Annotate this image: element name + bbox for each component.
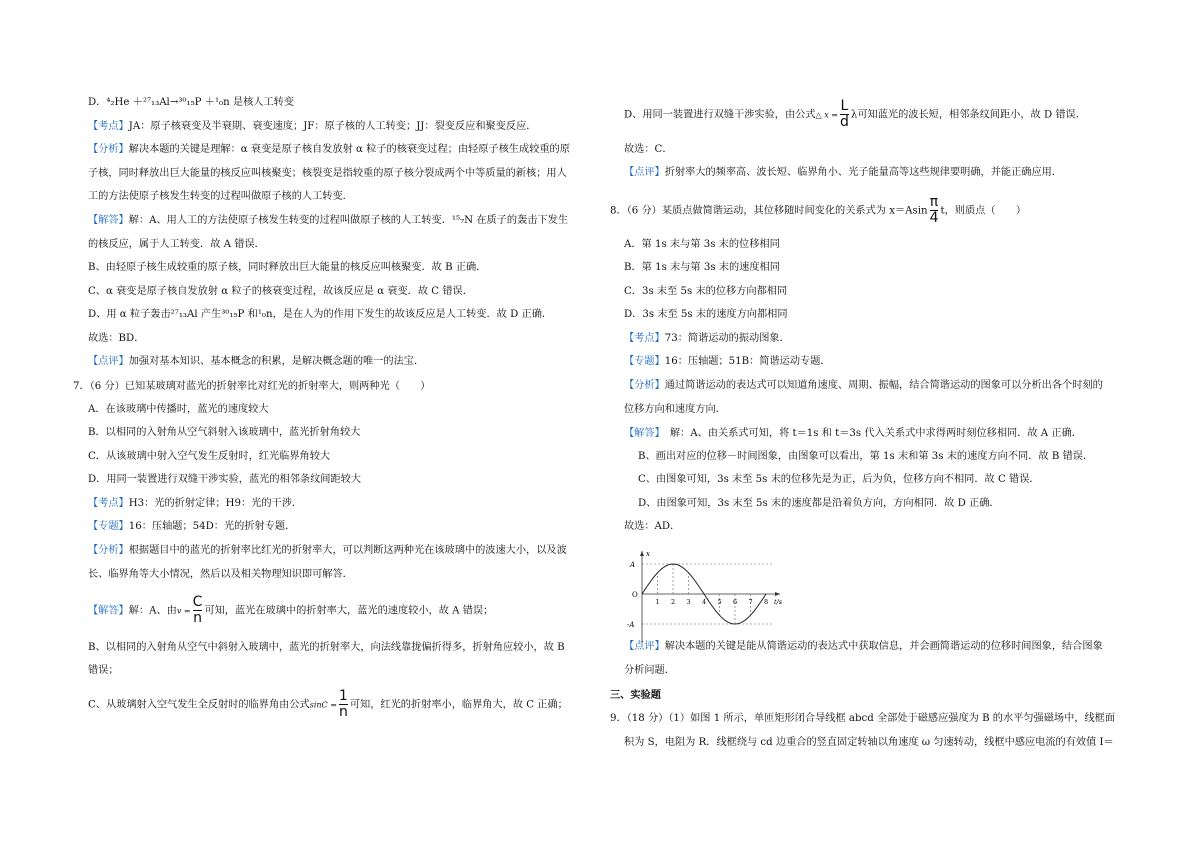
- jieda-line-c: C、α 衰变是原子核自发放射 α 粒子的核衰变过程，故该反应是 α 衰变．故 C 错误．: [88, 286, 473, 297]
- q8-option-c: C．3s 末至 5s 末的位移方向都相同: [624, 286, 788, 297]
- amplitude-label: A: [630, 561, 636, 569]
- q8-post: t，则质点（ ）: [940, 205, 1027, 217]
- fenxi-text: 解决本题的关键是理解：α 衰变是原子核自发放射 α 粒子的核衰变过程；由轻原子核生成较重的原: [128, 144, 570, 155]
- tick-label-5: 5: [717, 598, 722, 606]
- tag-fenxi: 【分析】: [88, 545, 129, 556]
- fraction-l-over-d: [840, 100, 849, 129]
- q8-dianping-text: 解决本题的关键是能从简谐运动的表达式中获取信息，并会画简谐运动的位移时间图象，结合图象: [664, 641, 1103, 652]
- kaodian-line: [88, 120, 536, 134]
- fraction-c-over-n: [193, 596, 203, 625]
- tag-fenxi: 【分析】: [624, 380, 665, 391]
- q8-zhuanti: [624, 355, 831, 369]
- q8-fenxi-2: 位移方向和速度方向．: [624, 404, 726, 415]
- tick-label-7: 7: [748, 598, 753, 606]
- tag-jieda: 【解答】: [88, 215, 129, 226]
- jieda-text: 解：A、用人工的方法使原子核发生转变的过程叫做原子核的人工转变．¹⁵₇N 在质子的轰击下发生: [128, 215, 569, 226]
- fraction-1-over-n: [339, 690, 348, 719]
- jieda-line: [88, 214, 568, 228]
- formula-v: v =: [176, 606, 191, 616]
- question-7: 7．（6 分）已知某玻璃对蓝光的折射率比对红光的折射率大，则两种光（ ）: [73, 381, 431, 392]
- q7-jieda-b-2: 错误；: [88, 665, 119, 676]
- q7-jieda-c-pre: C、从玻璃射入空气发生全反射时的临界角由公式: [88, 699, 310, 711]
- tag-dianping: 【点评】: [624, 641, 665, 652]
- t-axis-arrow: [775, 592, 780, 596]
- tick-label-1: 1: [655, 598, 660, 606]
- question-9-line-2: 积为 S，电阻为 R．线框绕与 cd 边重合的竖直固定转轴以角速度 ω 匀速转动，线框中感应电流的有效值 I＝: [624, 737, 1114, 748]
- q7-fenxi-2: 长、临界角等大小情况，然后以及相关物理知识即可解答．: [88, 569, 353, 580]
- q7-dianping-text: 折射率大的频率高、波长短、临界角小、光子能量高等这些规律要明确，并能正确应用．: [664, 167, 1063, 178]
- fraction-pi-over-4: [930, 196, 939, 225]
- q8-option-a: A．第 1s 末与第 3s 末的位移相同: [624, 239, 780, 250]
- tag-dianping: 【点评】: [88, 356, 129, 367]
- tick-label-4: 4: [702, 598, 707, 606]
- q7-jieda-c-post: 可知，红光的折射率小，临界角大，故 C 正确；: [349, 699, 568, 711]
- tick-label-6: 6: [733, 598, 738, 606]
- t-axis-label: t/s: [774, 598, 783, 606]
- tag-dianping: 【点评】: [624, 167, 665, 178]
- formula-dx: △ x =: [815, 110, 838, 120]
- displacement-time-graph: [622, 548, 787, 648]
- q7-jieda-c: [88, 690, 568, 719]
- frac-num: L: [840, 98, 849, 114]
- q7-option-a: A．在该玻璃中传播时，蓝光的速度较大: [88, 404, 269, 415]
- jieda-line-2: 的核反应，属于人工转变．故 A 错误．: [88, 239, 265, 250]
- jieda-line-d: D、用 α 粒子轰击²⁷₁₃Al 产生³⁰₁₅P 和¹₀n，是在人为的作用下发生的故该反应是人工转变．故 D 正确．: [88, 309, 553, 320]
- tick-label-3: 3: [686, 598, 691, 606]
- tag-zhuanti: 【专题】: [88, 521, 129, 532]
- frac-num: C: [192, 594, 203, 610]
- q7-fenxi: [88, 544, 567, 558]
- q7-option-b: B．以相同的入射角从空气斜射入该玻璃中，蓝光折射角较大: [88, 427, 361, 438]
- q7-jieda-d: [624, 100, 1086, 129]
- r1-post: λ可知蓝光的波长短，相邻条纹间距小，故 D 错误．: [850, 109, 1086, 121]
- q8-fenxi: [624, 379, 1103, 393]
- q7-zhuanti: [88, 520, 295, 534]
- tag-kaodian: 【考点】: [88, 498, 129, 509]
- q8-dianping-2: 分析问题．: [624, 665, 675, 676]
- frac-den: n: [338, 704, 348, 720]
- q8-option-d: D．3s 末至 5s 末的速度方向都相同: [624, 309, 788, 320]
- tick-label-2: 2: [671, 598, 676, 606]
- q7-option-c: C．从该玻璃中射入空气发生反射时，红光临界角较大: [88, 451, 331, 462]
- q7-jieda-pre: 解：A、由: [128, 605, 177, 617]
- q8-jieda-c: C、由图象可知，3s 末至 5s 末的位移先是为正，后为负，位移方向不相同．故 C 错误．: [638, 474, 1040, 485]
- tag-jieda: 【解答】: [624, 428, 660, 439]
- x-axis-label: x: [646, 550, 650, 558]
- neg-amplitude-label: -A: [627, 621, 635, 629]
- frac-den: n: [193, 610, 202, 626]
- q8-jieda-text: 解：A、由关系式可知，将 t＝1s 和 t＝3s 代入关系式中求得两时刻位移相同．故 A 正确．: [659, 428, 1082, 439]
- option-d-line: D．⁴₂He ＋²⁷₁₃Al→³⁰₁₅P ＋¹₀n 是核人工转变: [88, 97, 295, 108]
- r1-pre: D、用同一装置进行双缝干涉实验，由公式: [624, 109, 816, 121]
- section-three-heading: 三、实验题: [610, 689, 661, 701]
- q8-zhuanti-text: 16：压轴题；51B：简谐运动专题．: [664, 356, 831, 367]
- x-axis-arrow: [640, 551, 644, 556]
- frac-den: d: [840, 114, 849, 130]
- jieda-line-b: B、由轻原子核生成较重的原子核，同时释放出巨大能量的核反应叫核聚变．故 B 正确．: [88, 262, 487, 273]
- frac-den: 4: [929, 210, 939, 226]
- q7-jieda-b: B、以相同的入射角从空气中斜射入玻璃中，蓝光的折射率大，向法线靠拢偏折得多，折射角应较小，故 B: [88, 642, 565, 653]
- tag-kaodian: 【考点】: [624, 333, 665, 344]
- tag-zhuanti: 【专题】: [624, 356, 665, 367]
- q8-jieda-d: D、由图象可知，3s 末至 5s 末的速度都是沿着负方向，方向相同．故 D 正确．: [638, 498, 1000, 509]
- q7-kaodian: [88, 497, 302, 511]
- fenxi-line-3: 工的方法使原子核发生转变的过程叫做原子核的人工转变．: [88, 191, 353, 202]
- q7-answer: 故选：C．: [624, 144, 673, 155]
- question-8: [610, 196, 1026, 225]
- q7-zhuanti-text: 16：压轴题；54D：光的折射专题．: [128, 521, 296, 532]
- q8-kaodian: [624, 332, 790, 346]
- origin-label: O: [632, 591, 638, 599]
- q8-option-b: B．第 1s 末与第 3s 末的速度相同: [624, 262, 780, 273]
- q7-jieda: [88, 596, 493, 625]
- tag-kaodian: 【考点】: [88, 121, 129, 132]
- q7-kaodian-text: H3：光的折射定律；H9：光的干涉．: [128, 498, 303, 509]
- dianping-text: 加强对基本知识、基本概念的积累，是解决概念题的唯一的法宝．: [128, 356, 425, 367]
- q7-option-d: D．用同一装置进行双缝干涉实验，蓝光的相邻条纹间距较大: [88, 474, 362, 485]
- frac-num: 1: [338, 688, 348, 704]
- tag-jieda: 【解答】: [88, 605, 129, 617]
- kaodian-text: JA：原子核衰变及半衰期、衰变速度；JF：原子核的人工转变；JJ：裂变反应和聚变反应．: [128, 121, 537, 132]
- q7-jieda-post: 可知，蓝光在玻璃中的折射率大，蓝光的速度较小，故 A 错误；: [204, 605, 494, 617]
- dianping-line: [88, 355, 424, 369]
- q8-fenxi-text: 通过简谐运动的表达式可以知道角速度、周期、振幅，结合简谐运动的图象可以分析出各个时刻的: [664, 380, 1103, 391]
- q8-kaodian-text: 73：简谐运动的振动图象．: [664, 333, 790, 344]
- frac-num: π: [929, 194, 939, 210]
- question-9: 9．（18 分）（1）如图 1 所示，单匝矩形闭合导线框 abcd 全部处于磁感应强度为 B 的水平匀强磁场中，线框面: [610, 713, 1116, 724]
- fenxi-line: [88, 143, 570, 157]
- q7-fenxi-text: 根据题目中的蓝光的折射率比红光的折射率大，可以判断这两种光在该玻璃中的波速大小，以及波: [128, 545, 567, 556]
- formula-sinc: sinC =: [309, 700, 337, 710]
- q7-dianping: [624, 166, 1062, 180]
- tag-fenxi: 【分析】: [88, 144, 129, 155]
- q8-jieda: [624, 427, 1082, 441]
- q8-answer: 故选：AD．: [624, 521, 681, 532]
- tick-label-8: 8: [764, 598, 769, 606]
- q8-jieda-b: B、画出对应的位移－时间图象，由图象可以看出，第 1s 末和第 3s 末的速度方向不同．故 B 错误．: [638, 451, 1094, 462]
- fenxi-line-2: 子核，同时释放出巨大能量的核反应叫核聚变；核裂变是指较重的原子核分裂成两个中等质量的新核；用人: [88, 168, 567, 179]
- answer-line: 故选：BD．: [88, 333, 145, 344]
- q8-pre: 8．（6 分）某质点做简谐运动，其位移随时间变化的关系式为 x＝Asin: [610, 205, 928, 217]
